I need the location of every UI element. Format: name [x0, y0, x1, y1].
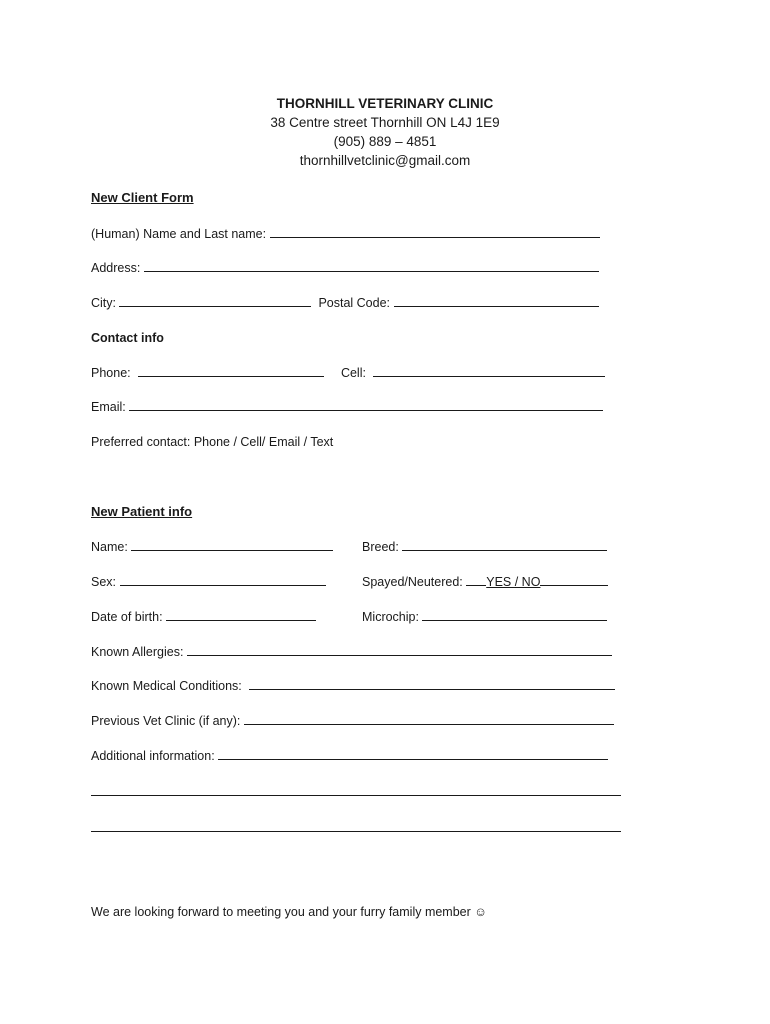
microchip-row	[362, 609, 607, 625]
closing-message: We are looking forward to meeting you and your furry family member ☺	[91, 905, 488, 919]
dob-row	[91, 609, 316, 625]
phone-cell-row	[91, 365, 605, 381]
client-form-heading: New Client Form	[91, 190, 194, 205]
cell-field[interactable]	[373, 365, 605, 377]
patient-name-field[interactable]	[131, 539, 333, 551]
patient-name-label: Name:	[91, 540, 128, 554]
spayed-options[interactable]: YES / NO	[486, 575, 541, 589]
prev-vet-field[interactable]	[244, 713, 614, 725]
allergies-label: Known Allergies:	[91, 645, 184, 659]
city-postal-row	[91, 295, 599, 311]
prev-vet-row	[91, 713, 614, 729]
clinic-address: 38 Centre street Thornhill ON L4J 1E9	[270, 115, 500, 130]
spayed-label: Spayed/Neutered:	[362, 575, 463, 589]
spayed-field-post[interactable]	[540, 574, 608, 586]
microchip-label: Microchip:	[362, 610, 419, 624]
breed-field[interactable]	[402, 539, 607, 551]
cell-label: Cell:	[340, 366, 366, 380]
sex-field[interactable]	[120, 574, 326, 586]
breed-label: Breed:	[362, 540, 399, 554]
city-field[interactable]	[119, 295, 311, 307]
medical-field[interactable]	[249, 678, 615, 690]
additional-line-3[interactable]	[91, 831, 621, 832]
additional-row	[91, 748, 608, 764]
patient-info-heading: New Patient info	[91, 504, 193, 519]
medical-row	[91, 678, 615, 694]
preferred-contact: Preferred contact: Phone / Cell/ Email / Text	[91, 435, 334, 449]
dob-field[interactable]	[166, 609, 316, 621]
clinic-phone: (905) 889 – 4851	[333, 134, 437, 149]
medical-label: Known Medical Conditions:	[91, 679, 242, 693]
allergies-field[interactable]	[187, 644, 612, 656]
email-field[interactable]	[129, 399, 603, 411]
clinic-name: THORNHILL VETERINARY CLINIC	[276, 96, 494, 111]
address-field[interactable]	[144, 260, 599, 272]
allergies-row	[91, 644, 612, 660]
client-name-row	[91, 226, 600, 242]
phone-label: Phone:	[91, 366, 131, 380]
postal-code-field[interactable]	[394, 295, 599, 307]
city-label: City:	[91, 296, 116, 310]
microchip-field[interactable]	[422, 609, 607, 621]
breed-row	[362, 539, 607, 555]
address-label: Address:	[91, 261, 141, 275]
sex-label: Sex:	[91, 575, 117, 589]
spayed-field-pre[interactable]	[466, 574, 486, 586]
phone-field[interactable]	[138, 365, 324, 377]
dob-label: Date of birth:	[91, 610, 163, 624]
postal-code-label: Postal Code:	[318, 296, 391, 310]
spayed-row	[362, 574, 608, 590]
client-name-field[interactable]	[270, 226, 600, 238]
client-name-label: (Human) Name and Last name:	[91, 227, 267, 241]
additional-field[interactable]	[218, 748, 608, 760]
additional-label: Additional information:	[91, 749, 215, 763]
additional-line-2[interactable]	[91, 795, 621, 796]
prev-vet-label: Previous Vet Clinic (if any):	[91, 714, 241, 728]
email-label: Email:	[91, 400, 126, 414]
sex-row	[91, 574, 326, 590]
patient-name-row	[91, 539, 333, 555]
address-row	[91, 260, 599, 276]
email-row	[91, 399, 603, 415]
contact-info-heading: Contact info	[91, 331, 164, 345]
clinic-email: thornhillvetclinic@gmail.com	[299, 153, 471, 168]
